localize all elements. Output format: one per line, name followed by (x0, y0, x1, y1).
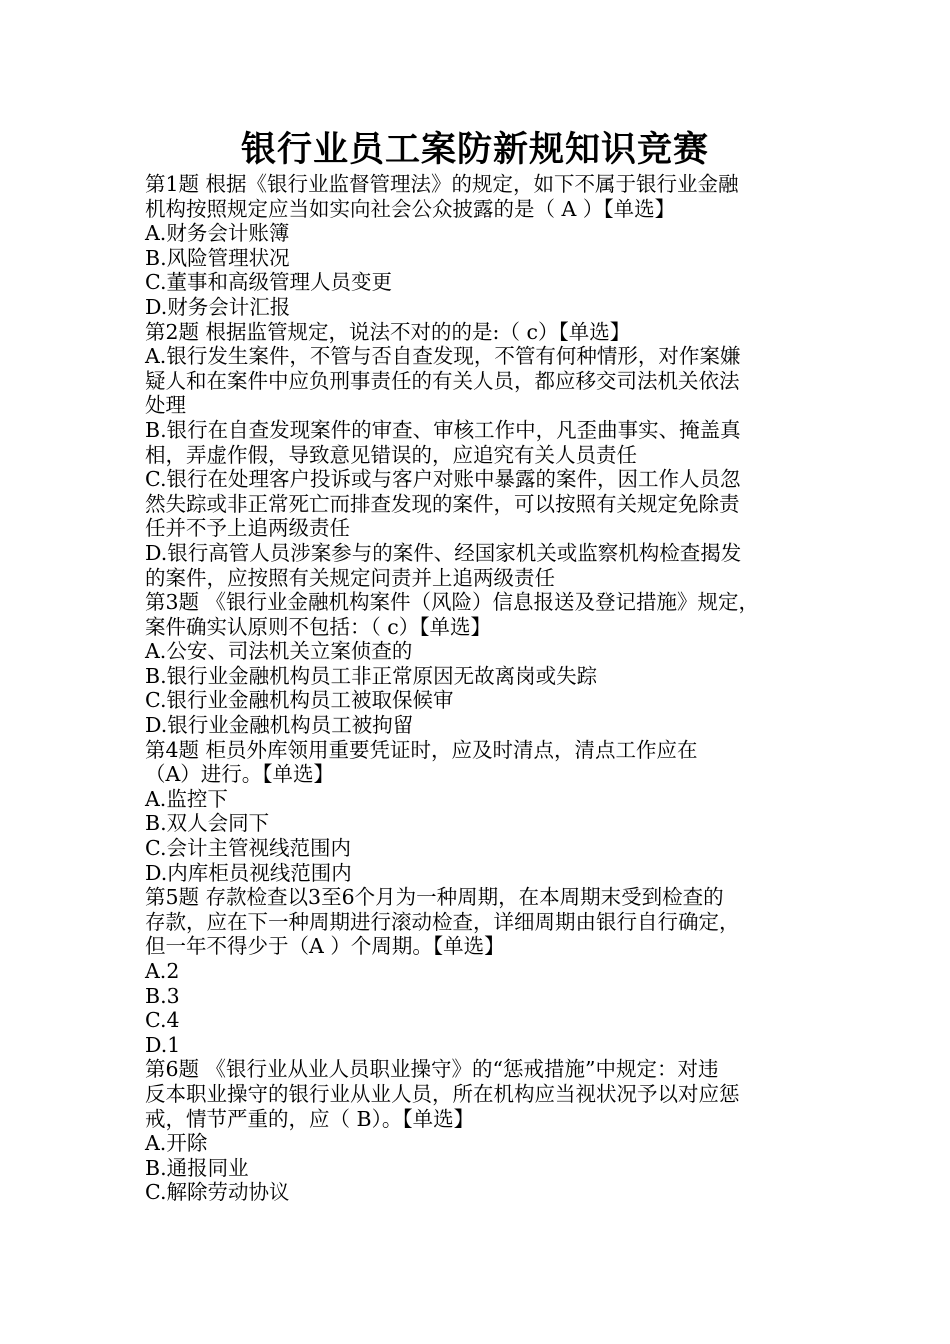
text-line: 存款，应在下一种周期进行滚动检查，详细周期由银行自行确定， (145, 909, 740, 934)
text-line: 的案件，应按照有关规定问责并上追两级责任 (145, 565, 555, 590)
text-line: D.1 (145, 1032, 181, 1057)
text-line: D.银行高管人员涉案参与的案件、经国家机关或监察机构检查揭发 (145, 540, 742, 565)
text-line: C.银行在处理客户投诉或与客户对账中暴露的案件，因工作人员忽 (145, 467, 741, 492)
text-line: 第5题 存款检查以3至6个月为一种周期，在本周期末受到检查的 (145, 885, 724, 910)
text-line: 第4题 柜员外库领用重要凭证时，应及时清点，清点工作应在 (145, 737, 698, 762)
text-line: B.风险管理状况 (145, 245, 290, 270)
page-title: 银行业员工案防新规知识竞赛 (240, 129, 709, 170)
text-line: C.董事和高级管理人员变更 (145, 270, 392, 295)
text-line: 案件确实认原则不包括：（ c）【单选】 (145, 614, 491, 639)
text-line: 戒，情节严重的，应（ B）。【单选】 (145, 1106, 475, 1131)
text-line: D.内库柜员视线范围内 (145, 860, 352, 885)
text-line: C.银行业金融机构员工被取保候审 (145, 688, 454, 713)
text-line: C.4 (145, 1008, 180, 1033)
text-line: A.监控下 (145, 786, 228, 811)
text-line: 任并不予上追两级责任 (145, 516, 350, 541)
text-line: B.3 (145, 983, 180, 1008)
text-line: B.银行业金融机构员工非正常原因无故离岗或失踪 (145, 663, 598, 688)
text-line: 相，弄虚作假，导致意见错误的，应追究有关人员责任 (145, 442, 637, 467)
text-line: 第1题 根据《银行业监督管理法》的规定，如下不属于银行业金融 (145, 172, 739, 196)
text-line: A.财务会计账簿 (145, 221, 290, 246)
text-line: 疑人和在案件中应负刑事责任的有关人员，都应移交司法机关依法 (145, 368, 740, 393)
text-line: 反本职业操守的银行业从业人员，所在机构应当视状况予以对应惩 (145, 1081, 740, 1106)
text-line: A.开除 (145, 1131, 208, 1156)
text-line: B.通报同业 (145, 1155, 249, 1180)
text-line: B.双人会同下 (145, 811, 270, 836)
text-line: 第3题 《银行业金融机构案件（风险）信息报送及登记措施》规定， (145, 590, 760, 615)
text-line: （A）进行。【单选】 (145, 762, 335, 787)
text-line: B.银行在自查发现案件的审查、审核工作中，凡歪曲事实、掩盖真 (145, 417, 741, 442)
text-line: 然失踪或非正常死亡而排查发现的案件，可以按照有关规定免除责 (145, 491, 740, 516)
text-line: A.银行发生案件，不管与否自查发现，不管有何种情形，对作案嫌 (145, 344, 741, 369)
text-line: A.2 (145, 959, 180, 983)
text-line: 第6题 《银行业从业人员职业操守》的“惩戒措施”中规定：对违 (145, 1057, 719, 1082)
text-line: D.财务会计汇报 (145, 294, 291, 319)
text-line: C.解除劳动协议 (145, 1180, 290, 1205)
text-line: 处理 (145, 393, 186, 418)
text-line: 机构按照规定应当如实向社会公众披露的是（ A ）【单选】 (145, 196, 676, 221)
text-line: 第2题 根据监管规定，说法不对的的是:（ c）【单选】 (145, 319, 631, 344)
text-line: 但一年不得少于（A ）个周期。【单选】 (145, 934, 505, 959)
text-line: D.银行业金融机构员工被拘留 (145, 713, 414, 738)
text-line: C.会计主管视线范围内 (145, 836, 351, 861)
document-body (145, 172, 825, 1205)
text-line: A.公安、司法机关立案侦查的 (145, 639, 413, 664)
